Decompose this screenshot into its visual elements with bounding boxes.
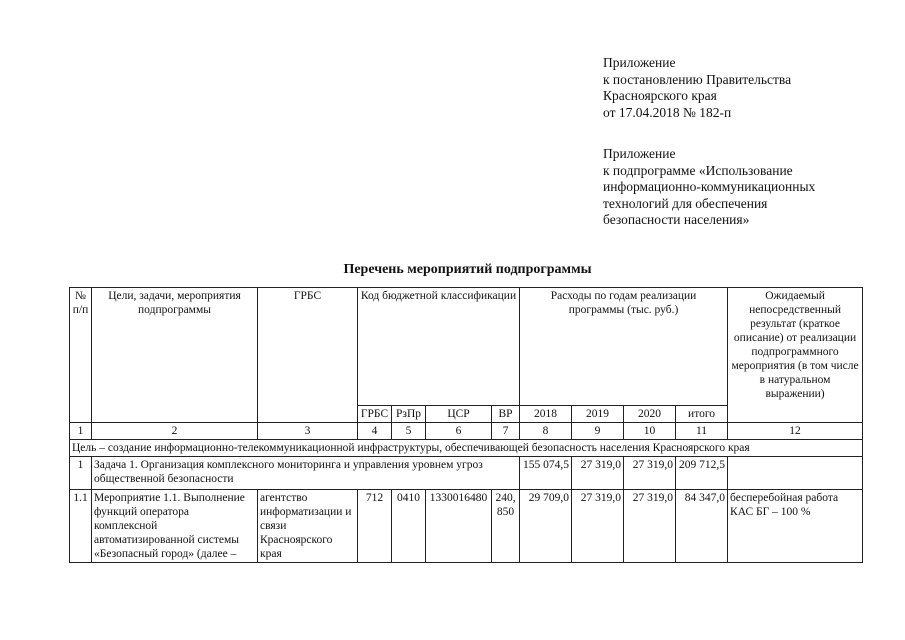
- task-num: 1: [70, 457, 92, 490]
- column-number: 8: [520, 423, 572, 440]
- header-expenses: Расходы по годам реализации программы (тыс. руб.): [520, 288, 728, 406]
- measures-table: [69, 287, 863, 563]
- subheader-grbs: ГРБС: [358, 406, 392, 423]
- subheader-rzpr: РзПр: [392, 406, 426, 423]
- subheader-2020: 2020: [624, 406, 676, 423]
- task-total: 209 712,5: [676, 457, 728, 490]
- measure-rzpr: 0410: [392, 490, 426, 563]
- task-2018: 155 074,5: [520, 457, 572, 490]
- header-result: Ожидаемый непосредственный результат (краткое описание) от реализации подпрограммного мероприятия (в том числе в натуральном выражении): [728, 288, 863, 423]
- column-number: 9: [572, 423, 624, 440]
- column-number: 12: [728, 423, 863, 440]
- task-text: Задача 1. Организация комплексного мониторинга и управления уровнем угроз общественной безопасности: [92, 457, 520, 490]
- header-num: № п/п: [70, 288, 92, 423]
- column-number-row: [70, 423, 863, 440]
- header-budget-code: Код бюджетной классификации: [358, 288, 520, 406]
- column-number: 2: [92, 423, 258, 440]
- measure-row: [70, 490, 863, 563]
- task-2020: 27 319,0: [624, 457, 676, 490]
- appendix-line: Приложение: [603, 146, 676, 161]
- header-goals: Цели, задачи, мероприятия подпрограммы: [92, 288, 258, 423]
- appendix-line: Приложение: [603, 55, 676, 70]
- column-number: 10: [624, 423, 676, 440]
- column-number: 5: [392, 423, 426, 440]
- appendix-line: к подпрограмме «Использование: [603, 162, 793, 178]
- appendix-line: Красноярского края: [603, 88, 717, 103]
- header-grbs: ГРБС: [258, 288, 358, 423]
- measure-text: Мероприятие 1.1. Выполнение функций оператора комплексной автоматизированной системы «Безопасный город» (далее –: [92, 490, 258, 563]
- measure-2020: 27 319,0: [624, 490, 676, 563]
- appendix-line: безопасности населения»: [603, 212, 750, 227]
- appendix-block-decree: [603, 55, 791, 121]
- measure-csr: 1330016480: [426, 490, 492, 563]
- column-number: 3: [258, 423, 358, 440]
- appendix-line: информационно-коммуникационных: [603, 179, 816, 194]
- column-number: 4: [358, 423, 392, 440]
- document-title: Перечень мероприятий подпрограммы: [343, 262, 592, 277]
- subheader-total: итого: [676, 406, 728, 423]
- column-number: 11: [676, 423, 728, 440]
- goal-text: Цель – создание информационно-телекоммуникационной инфраструктуры, обеспечивающей безопасность населения Красноярского края: [70, 440, 863, 457]
- subheader-2019: 2019: [572, 406, 624, 423]
- column-number: 1: [70, 423, 92, 440]
- goal-row: [70, 440, 863, 457]
- subheader-2018: 2018: [520, 406, 572, 423]
- column-number: 6: [426, 423, 492, 440]
- appendix-line: технологий для обеспечения: [603, 195, 768, 211]
- task-2019: 27 319,0: [572, 457, 624, 490]
- appendix-line: от 17.04.2018 № 182-п: [603, 104, 732, 120]
- task-result: [728, 457, 863, 490]
- appendix-block-subprogram: [603, 146, 815, 229]
- measure-num: 1.1: [70, 490, 92, 563]
- measure-2019: 27 319,0: [572, 490, 624, 563]
- appendix-line: к постановлению Правительства: [603, 71, 792, 87]
- measure-vr: 240, 850: [492, 490, 520, 563]
- measure-grbs-name: агентство информатизации и связи Красноярского края: [258, 490, 358, 563]
- subheader-csr: ЦСР: [426, 406, 492, 423]
- measure-result: бесперебойная работа КАС БГ – 100 %: [728, 490, 863, 563]
- subheader-vr: ВР: [492, 406, 520, 423]
- task-row: [70, 457, 863, 490]
- table-header-row: [70, 288, 863, 406]
- measure-grbs: 712: [358, 490, 392, 563]
- column-number: 7: [492, 423, 520, 440]
- measure-total: 84 347,0: [676, 490, 728, 563]
- measure-2018: 29 709,0: [520, 490, 572, 563]
